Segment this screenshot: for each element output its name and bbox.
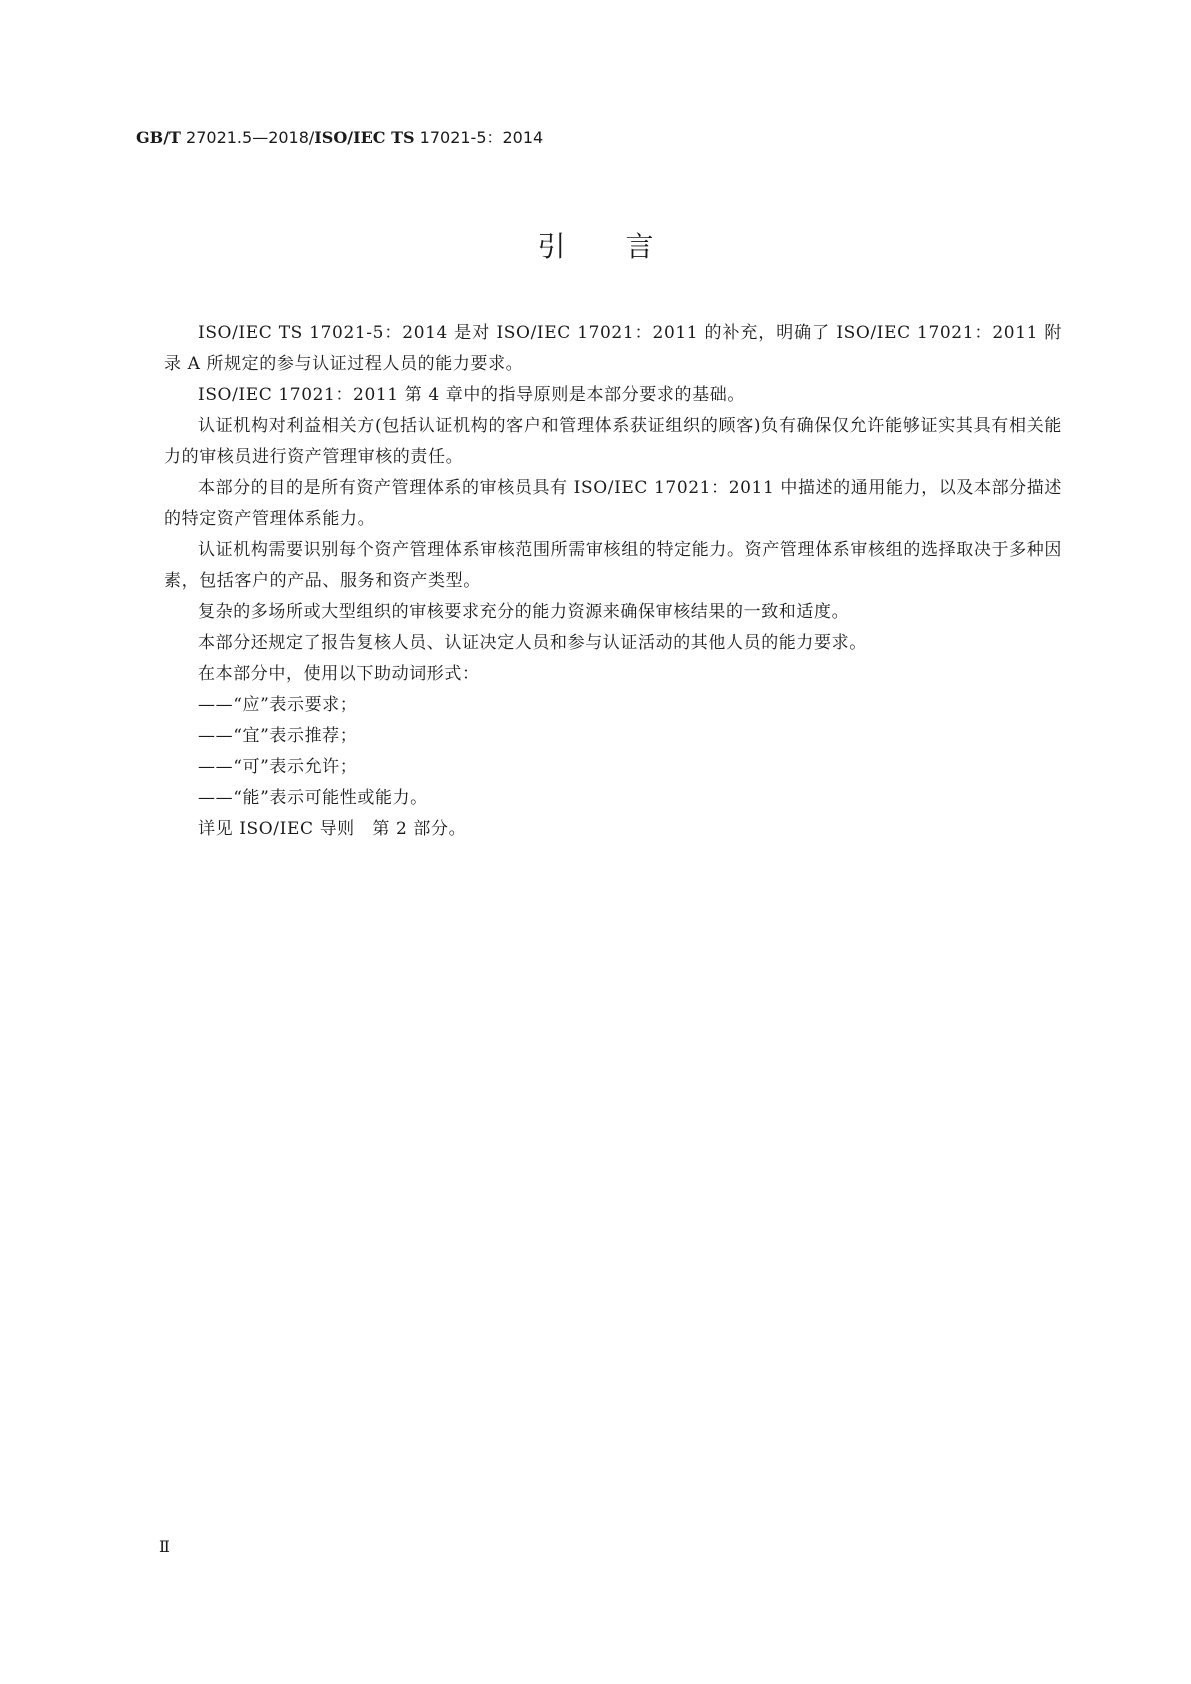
paragraph-6: 复杂的多场所或大型组织的审核要求充分的能力资源来确保审核结果的一致和适度。 bbox=[198, 602, 850, 622]
paragraph-2: ISO/IEC 17021：2011 第 4 章中的指导原则是本部分要求的基础。 bbox=[198, 385, 745, 405]
list-item: ——“应”表示要求； bbox=[198, 695, 358, 715]
list-item: ——“能”表示可能性或能力。 bbox=[198, 788, 428, 808]
page-title: 引言 bbox=[537, 230, 714, 263]
paragraph-3: 认证机构对利益相关方(包括认证机构的客户和管理体系获证组织的顾客)负有确保仅允许能够证实其具有相关能力的审核员进行资产管理审核的责任。 bbox=[164, 416, 1062, 467]
list-item: ——“宜”表示推荐； bbox=[198, 726, 358, 746]
list-item: ——“可”表示允许； bbox=[198, 757, 358, 777]
paragraph-1: ISO/IEC TS 17021-5：2014 是对 ISO/IEC 17021：2011 的补充，明确了 ISO/IEC 17021：2011 附录 A 所规定的参与认证过程人员的能力要求。 bbox=[164, 323, 1062, 374]
standard-code-header bbox=[136, 128, 543, 148]
paragraph-4: 本部分的目的是所有资产管理体系的审核员具有 ISO/IEC 17021：2011 中描述的通用能力，以及本部分描述的特定资产管理体系能力。 bbox=[164, 478, 1062, 529]
page-number: Ⅱ bbox=[159, 1537, 170, 1556]
paragraph-7: 本部分还规定了报告复核人员、认证决定人员和参与认证活动的其他人员的能力要求。 bbox=[198, 633, 867, 653]
header-code-number: 27021.5—2018/ bbox=[180, 128, 315, 147]
paragraph-8: 在本部分中，使用以下助动词形式： bbox=[198, 664, 480, 684]
closing-paragraph: 详见 ISO/IEC 导则 第 2 部分。 bbox=[198, 819, 467, 839]
paragraph-5: 认证机构需要识别每个资产管理体系审核范围所需审核组的特定能力。资产管理体系审核组的选择取决于多种因素，包括客户的产品、服务和资产类型。 bbox=[164, 540, 1062, 591]
header-code-gbt: GB/T bbox=[136, 128, 181, 147]
introduction-body bbox=[164, 318, 1062, 845]
header-code-iso-number: 17021-5：2014 bbox=[414, 128, 544, 147]
header-code-iso: ISO/IEC TS bbox=[314, 128, 415, 147]
